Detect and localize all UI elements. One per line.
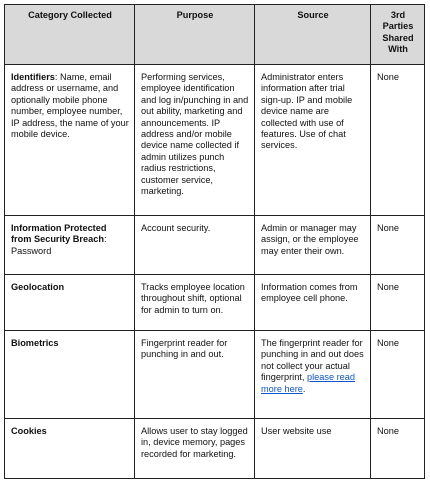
source-cell: Administrator enters information after trial sign-up. IP and mobile device name are collected with use of features. Use of chat services. [255, 65, 371, 216]
purpose-cell: Performing services, employee identification and log in/punching in and out ability, marketing and announcements. IP address and/or mobile device name collected if admin utilizes punch radius restrictions, customer service, marketing. [135, 65, 255, 216]
category-details: : Name, email address or username, and optionally mobile phone number, employee number, IP address, the name of your mobile device. [11, 72, 129, 140]
header-third-parties-shared-with: 3rd Parties Shared With [371, 5, 425, 65]
header-purpose: Purpose [135, 5, 255, 65]
source-text: The fingerprint reader for punching in and out does not collect your actual fingerprint, [261, 338, 364, 383]
table-row [5, 275, 425, 331]
category-cell [5, 65, 135, 216]
purpose-cell: Fingerprint reader for punching in and out. [135, 331, 255, 419]
shared-with-cell: None [371, 65, 425, 216]
category-cell [5, 331, 135, 419]
source-cell: Information comes from employee cell phone. [255, 275, 371, 331]
read-more-link[interactable]: please read more here [261, 372, 355, 394]
purpose-cell: Account security. [135, 216, 255, 275]
shared-with-cell: None [371, 419, 425, 479]
table-row [5, 216, 425, 275]
category-name: Geolocation [11, 282, 65, 292]
shared-with-cell: None [371, 216, 425, 275]
category-name: Identifiers [11, 72, 55, 82]
purpose-cell: Tracks employee location throughout shift, optional for admin to turn on. [135, 275, 255, 331]
table-header-row [5, 5, 425, 65]
header-source: Source [255, 5, 371, 65]
privacy-data-table-container [4, 4, 425, 479]
source-cell: User website use [255, 419, 371, 479]
category-cell [5, 275, 135, 331]
category-name: Information Protected from Security Breach [11, 223, 107, 245]
category-name: Biometrics [11, 338, 59, 348]
shared-with-cell: None [371, 275, 425, 331]
category-name: Cookies [11, 426, 47, 436]
table-row [5, 331, 425, 419]
category-cell [5, 216, 135, 275]
purpose-cell: Allows user to stay logged in, device memory, pages recorded for marketing. [135, 419, 255, 479]
source-cell [255, 331, 371, 419]
category-details: : Password [11, 234, 107, 256]
category-cell [5, 419, 135, 479]
shared-with-cell: None [371, 331, 425, 419]
source-cell: Admin or manager may assign, or the employee may enter their own. [255, 216, 371, 275]
table-row [5, 65, 425, 216]
table-row [5, 419, 425, 479]
header-category-collected: Category Collected [5, 5, 135, 65]
source-text-end: . [302, 383, 306, 394]
privacy-data-table [4, 4, 425, 479]
